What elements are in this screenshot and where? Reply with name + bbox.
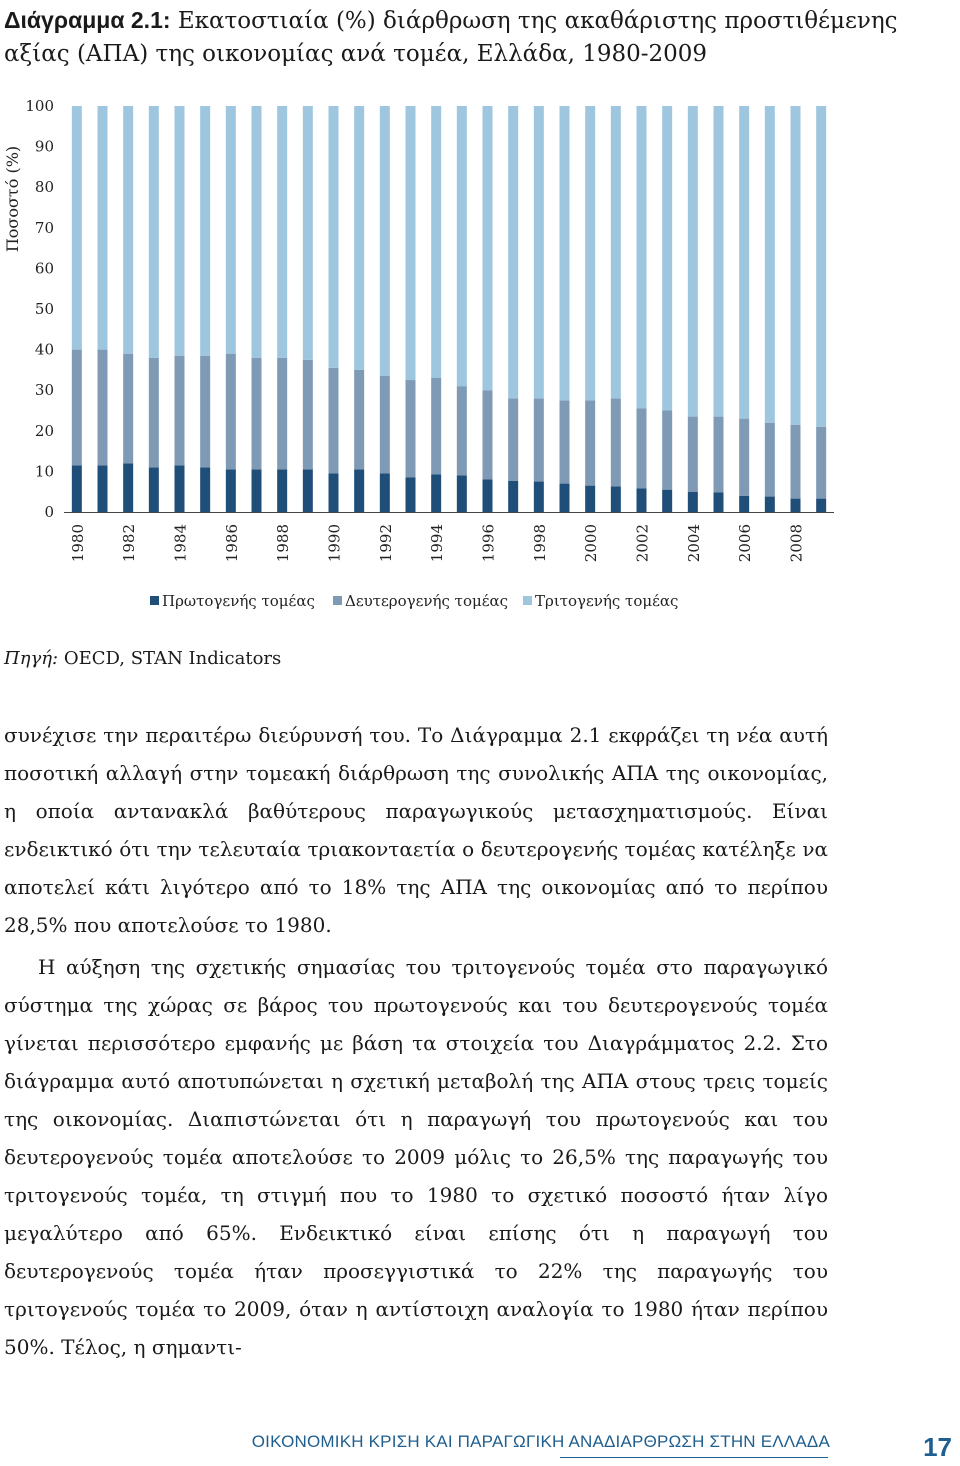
x-tick-label: 1996 <box>479 524 498 563</box>
bar-segment-1999-s0 <box>560 484 570 512</box>
bar-segment-2005-s2 <box>714 106 724 417</box>
x-tick-label: 1984 <box>171 524 190 563</box>
x-tick-label: 1990 <box>325 524 344 563</box>
bar-segment-1987-s0 <box>252 469 262 512</box>
source-label: Πηγή: <box>4 648 59 669</box>
bar-segment-2003-s1 <box>662 411 672 490</box>
bar-segment-1986-s0 <box>226 469 236 512</box>
bar-segment-2007-s0 <box>765 497 775 512</box>
bar-segment-1990-s0 <box>329 473 339 512</box>
bar-segment-1988-s1 <box>277 358 287 470</box>
bar-segment-2004-s1 <box>688 417 698 492</box>
bar-segment-2006-s1 <box>739 419 749 496</box>
bar-segment-1980-s1 <box>72 350 82 466</box>
bar-segment-1991-s1 <box>354 370 364 469</box>
bar-segment-1996-s1 <box>483 390 493 479</box>
x-tick-label: 1992 <box>376 524 395 563</box>
bar-segment-1983-s1 <box>149 358 159 468</box>
bar-segment-2000-s1 <box>585 400 595 485</box>
bar-segment-2008-s1 <box>791 425 801 499</box>
bar-segment-2000-s0 <box>585 486 595 512</box>
bar-segment-1987-s2 <box>252 106 262 358</box>
bar-segment-1997-s2 <box>508 106 518 398</box>
bar-segment-2001-s1 <box>611 398 621 486</box>
figure-caption-text: Εκατοστιαία (%) διάρθρωση της ακαθάριστης προστιθέμενης αξίας (ΑΠΑ) της οικονομίας ανά τομέα, Ελλάδα, 1980-2009 <box>4 8 898 67</box>
bar-segment-1981-s1 <box>98 350 108 466</box>
x-tick-label: 1982 <box>120 524 139 563</box>
figure-caption <box>4 4 944 71</box>
bar-segment-2001-s0 <box>611 486 621 512</box>
y-tick-label: 10 <box>34 462 54 481</box>
bar-segment-2002-s0 <box>637 488 647 512</box>
y-tick-label: 40 <box>34 340 54 359</box>
bar-segment-1991-s0 <box>354 469 364 512</box>
bar-segment-2005-s0 <box>714 493 724 512</box>
bar-segment-1998-s2 <box>534 106 544 398</box>
footer-rule <box>560 1457 828 1458</box>
bar-segment-1999-s1 <box>560 400 570 483</box>
y-tick-label: 50 <box>34 300 54 318</box>
bar-segment-2007-s2 <box>765 106 775 423</box>
bar-segment-1981-s0 <box>98 465 108 512</box>
y-tick-label: 80 <box>34 178 54 197</box>
bar-segment-1996-s2 <box>483 106 493 390</box>
bar-segment-1984-s1 <box>175 356 185 466</box>
bar-segment-1980-s2 <box>72 106 82 350</box>
legend-swatch-1 <box>333 596 342 605</box>
bar-segment-2002-s1 <box>637 408 647 488</box>
bar-segment-1984-s2 <box>175 106 185 356</box>
legend-label-2: Τριτογενής τομέας <box>535 592 679 610</box>
bar-segment-1986-s2 <box>226 106 236 354</box>
bar-segment-1992-s1 <box>380 376 390 473</box>
page-number: 17 <box>923 1432 952 1462</box>
bar-segment-1992-s0 <box>380 473 390 512</box>
legend-swatch-0 <box>150 596 159 605</box>
bar-segment-1982-s2 <box>123 106 133 354</box>
y-tick-label: 70 <box>34 218 54 237</box>
x-tick-label: 1998 <box>530 524 549 563</box>
x-tick-label: 2006 <box>736 524 755 563</box>
y-tick-label: 60 <box>34 259 54 278</box>
bar-segment-1998-s0 <box>534 482 544 512</box>
figure-caption-label: Διάγραμμα 2.1: <box>4 7 171 33</box>
bar-segment-1983-s0 <box>149 467 159 512</box>
bar-segment-1993-s0 <box>406 477 416 512</box>
bar-segment-1997-s0 <box>508 481 518 512</box>
bar-segment-1982-s1 <box>123 354 133 464</box>
bar-segment-1995-s0 <box>457 475 467 512</box>
x-tick-label: 2004 <box>684 524 703 563</box>
legend-label-0: Πρωτογενής τομέας <box>162 592 315 610</box>
bar-segment-1991-s2 <box>354 106 364 370</box>
y-tick-label: 20 <box>34 421 54 440</box>
bar-segment-1999-s2 <box>560 106 570 400</box>
bar-segment-1987-s1 <box>252 358 262 470</box>
bar-segment-1993-s1 <box>406 380 416 477</box>
bar-segment-2009-s1 <box>816 427 826 499</box>
bar-segment-1981-s2 <box>98 106 108 350</box>
x-tick-label: 1980 <box>68 524 87 563</box>
bar-segment-1989-s0 <box>303 469 313 512</box>
bar-segment-2000-s2 <box>585 106 595 400</box>
y-tick-label: 100 <box>25 97 54 115</box>
bar-segment-1993-s2 <box>406 106 416 380</box>
bar-segment-1988-s2 <box>277 106 287 358</box>
bar-segment-1996-s0 <box>483 480 493 512</box>
bar-segment-1985-s0 <box>200 467 210 512</box>
bar-segment-2008-s2 <box>791 106 801 425</box>
x-tick-label: 1994 <box>428 524 447 563</box>
paragraph-1: συνέχισε την περαιτέρω διεύρυνσή του. Το Διάγραμμα 2.1 εκφράζει τη νέα αυτή ποσοτική αλλαγή στην τομεακή διάρθρωση της συνολικής ΑΠΑ της οικονομίας, η οποία αντανακλά βαθύτερους παραγωγικούς μετασχηματισμούς. Είναι ενδεικτικό ότι την τελευταία τριακονταετία ο δευτερογενής τομέας κατέληξε να αποτελεί κάτι λιγότερο από το 18% της ΑΠΑ της οικονομίας από το περίπου 28,5% που αποτελούσε το 1980. <box>4 723 828 937</box>
bar-segment-2004-s0 <box>688 492 698 512</box>
bar-segment-2009-s2 <box>816 106 826 427</box>
bar-segment-1983-s2 <box>149 106 159 358</box>
bar-segment-2007-s1 <box>765 423 775 497</box>
bar-segment-1997-s1 <box>508 398 518 480</box>
bar-segment-1980-s0 <box>72 465 82 512</box>
bar-segment-2008-s0 <box>791 499 801 512</box>
bar-segment-1989-s2 <box>303 106 313 360</box>
bar-segment-1992-s2 <box>380 106 390 376</box>
bar-segment-2004-s2 <box>688 106 698 417</box>
y-axis-title: Ποσοστό (%) <box>3 145 22 253</box>
body-text <box>4 716 828 1366</box>
bar-segment-2006-s0 <box>739 496 749 512</box>
bar-segment-1982-s0 <box>123 463 133 512</box>
bar-segment-1990-s1 <box>329 368 339 474</box>
bar-segment-1995-s2 <box>457 106 467 386</box>
bar-segment-1989-s1 <box>303 360 313 470</box>
x-tick-label: 1986 <box>222 524 241 563</box>
bar-segment-1988-s0 <box>277 469 287 512</box>
y-tick-label: 0 <box>44 503 54 521</box>
paragraph-2: Η αύξηση της σχετικής σημασίας του τριτογενούς τομέα στο παραγωγικό σύστημα της χώρας σε βάρος του πρωτογενούς και του δευτερογενούς τομέα γίνεται περισσότερο εμφανής με βάση τα στοιχεία του Διαγράμματος 2.2. Στο διάγραμμα αυτό αποτυπώνεται η σχετική μεταβολή της ΑΠΑ στους τρεις τομείς της οικονομίας. Διαπιστώνεται ότι η παραγωγή του πρωτογενούς και του δευτερογενούς τομέα αποτελούσε το 2009 μόλις το 26,5% της παραγωγής του τριτογενούς τομέα, τη στιγμή που το 1980 το σχετικό ποσοστό ήταν λίγο μεγαλύτερο από 65%. Ενδεικτικό είναι επίσης ότι η παραγωγή του δευτερογενούς τομέα ήταν προσεγγιστικά το 22% της παραγωγής του τριτογενούς τομέα το 2009, όταν η αντίστοιχη αναλογία το 1980 ήταν περίπου 50%. Τέλος, η σημαντι- <box>4 955 828 1359</box>
bar-segment-1986-s1 <box>226 354 236 470</box>
bar-segment-1985-s1 <box>200 356 210 468</box>
bar-segment-2006-s2 <box>739 106 749 419</box>
bar-segment-1994-s1 <box>431 378 441 474</box>
source-note <box>4 648 281 669</box>
x-tick-label: 2002 <box>633 524 652 563</box>
legend-swatch-2 <box>523 596 532 605</box>
bar-segment-1990-s2 <box>329 106 339 368</box>
x-tick-label: 1988 <box>274 524 293 563</box>
bar-segment-1985-s2 <box>200 106 210 356</box>
bar-segment-2003-s0 <box>662 490 672 512</box>
bar-segment-2002-s2 <box>637 106 647 408</box>
y-tick-label: 30 <box>34 381 54 400</box>
legend-label-1: Δευτερογενής τομέας <box>345 592 509 610</box>
bar-segment-1994-s0 <box>431 474 441 512</box>
bar-segment-1998-s1 <box>534 398 544 481</box>
x-tick-label: 2008 <box>787 524 806 563</box>
bar-segment-1984-s0 <box>175 465 185 512</box>
stacked-bar-chart <box>0 90 960 630</box>
bar-segment-2009-s0 <box>816 499 826 512</box>
source-text: OECD, STAN Indicators <box>58 648 282 669</box>
bar-segment-2005-s1 <box>714 417 724 493</box>
bar-segment-2003-s2 <box>662 106 672 411</box>
bar-segment-1994-s2 <box>431 106 441 378</box>
y-tick-label: 90 <box>34 137 54 156</box>
bar-segment-2001-s2 <box>611 106 621 398</box>
bar-segment-1995-s1 <box>457 386 467 475</box>
x-tick-label: 2000 <box>582 524 601 563</box>
footer-book-title: ΟΙΚΟΝΟΜΙΚΗ ΚΡΙΣΗ ΚΑΙ ΠΑΡΑΓΩΓΙΚΗ ΑΝΑΔΙΑΡΘΡΩΣΗ ΣΤΗΝ ΕΛΛΑΔΑ <box>251 1432 830 1451</box>
